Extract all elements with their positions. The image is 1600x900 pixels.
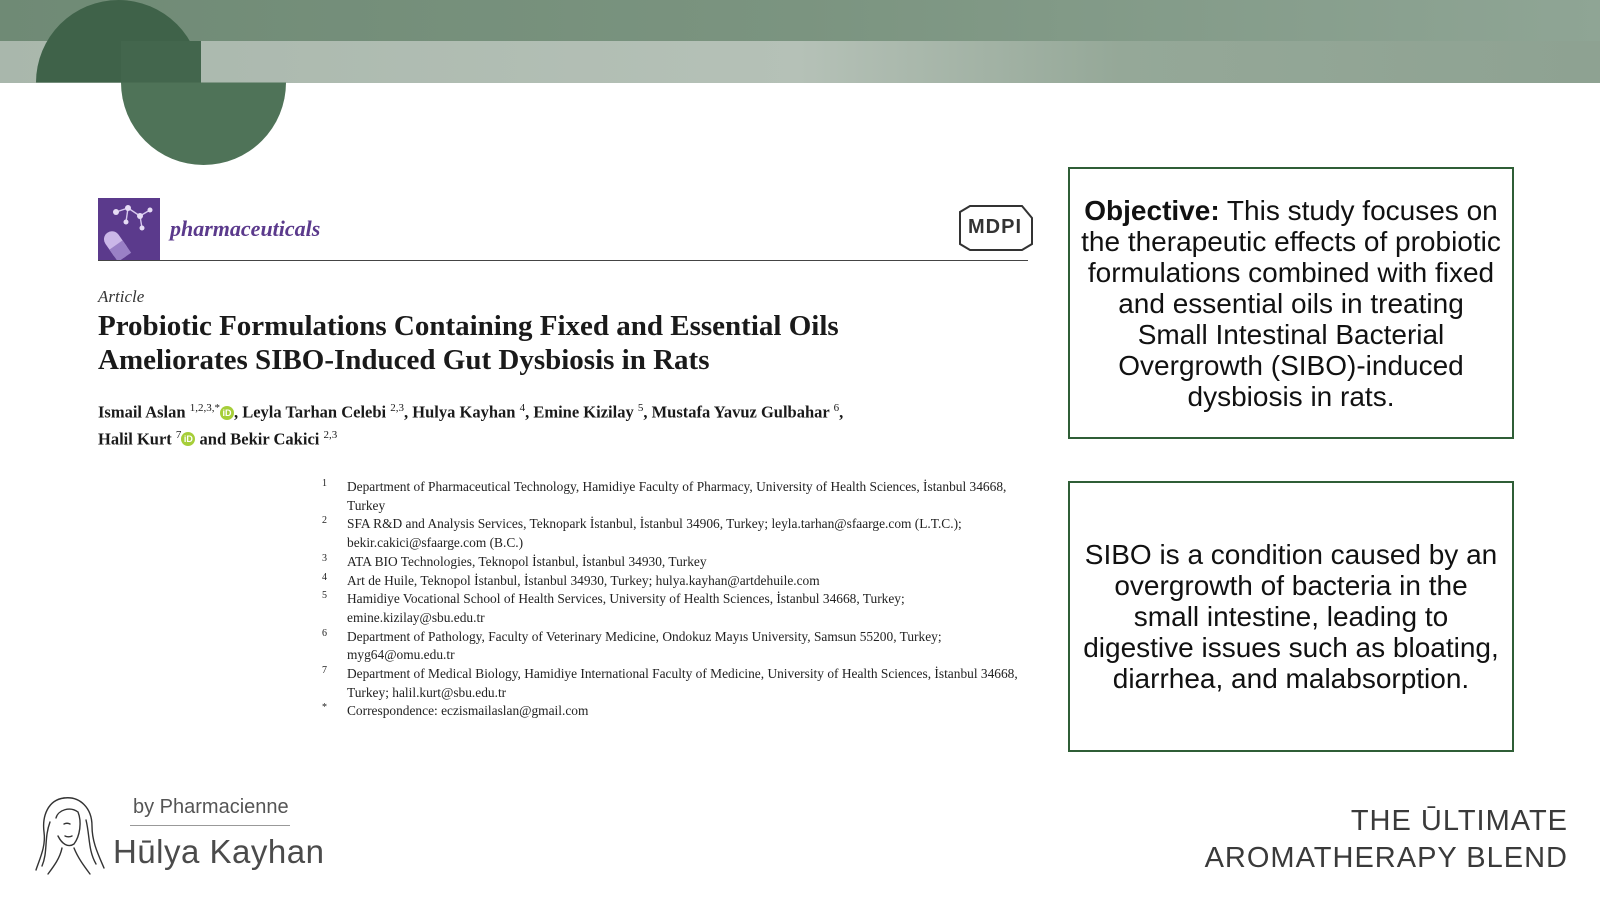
affiliation-text: SFA R&D and Analysis Services, Teknopark İstanbul, İstanbul 34906, Turkey; leyla.tarhan@sfaarge.com (L.T.C.); bekir.cakici@sfaarge.com (B.C.) (347, 516, 962, 551)
affiliation-text: Correspondence: eczismailaslan@gmail.com (347, 703, 589, 719)
author-name: Halil Kurt (98, 429, 172, 448)
affiliation-number: 6 (322, 627, 327, 639)
affiliation-item (322, 572, 1022, 591)
author-affiliation: 2,3 (390, 402, 405, 414)
author-name: Mustafa Yavuz Gulbahar (651, 402, 830, 422)
affiliation-text: ATA BIO Technologies, Teknopol İstanbul, İstanbul 34930, Turkey (347, 553, 707, 569)
decorative-connector (121, 41, 201, 83)
orcid-icon[interactable]: iD (220, 406, 234, 420)
author-conjunction: and (199, 429, 227, 448)
affiliation-number: 2 (322, 515, 327, 527)
orcid-icon[interactable]: iD (181, 432, 195, 446)
article-type: Article (98, 287, 145, 306)
author-affiliation: 2,3 (323, 428, 338, 441)
affiliation-number: 4 (322, 571, 327, 583)
affiliation-text: Department of Pathology, Faculty of Veterinary Medicine, Ondokuz Mayıs University, Samsun 55200, Turkey; myg64@omu.edu.tr (347, 628, 942, 663)
affiliation-text: Department of Medical Biology, Hamidiye International Faculty of Medicine, University of Health Sciences, İstanbul 34668, Turkey; halil.kurt@sbu.edu.tr (347, 666, 1018, 700)
journal-header (98, 190, 1028, 261)
sibo-definition-text: SIBO is a condition caused by an overgrowth of bacteria in the small intestine, leading to digestive issues such as bloating, diarrhea, and malabsorption. (1083, 539, 1499, 694)
objective-body: This study focuses on the therapeutic effects of probiotic formulations combined with fixed and essential oils in treating Small Intestinal Bacterial Overgrowth (SIBO)-induced dysbiosis in rats. (1081, 194, 1501, 412)
author-list (98, 397, 1028, 450)
affiliation-text: Department of Pharmaceutical Technology, Hamidiye Faculty of Pharmacy, University of Health Sciences, İstanbul 34668, Turkey (347, 479, 1007, 513)
article-title-line-1: Probiotic Formulations Containing Fixed and Essential Oils (98, 310, 839, 342)
tagline (1205, 803, 1568, 877)
journal-name: pharmaceuticals (170, 216, 321, 241)
publisher-name: MDPI (968, 216, 1022, 238)
affiliation-item (322, 478, 1022, 515)
header-band-top (0, 0, 1600, 41)
portrait-sketch-icon (34, 792, 106, 876)
objective-text (1080, 195, 1502, 412)
tagline-line-2: AROMATHERAPY BLEND (1204, 842, 1568, 874)
brand-divider (130, 825, 290, 826)
header-band-bottom (0, 41, 1600, 83)
article-title-line-2: Ameliorates SIBO-Induced Gut Dysbiosis in Rats (98, 344, 710, 376)
author-name: Bekir Cakici (230, 429, 320, 448)
affiliation-number: * (322, 702, 327, 714)
affiliation-item (322, 702, 1022, 721)
author-line-2 (98, 424, 1028, 451)
article-title (98, 309, 1028, 377)
author-affiliation: 1,2,3,* (189, 402, 220, 414)
author-affiliation: 5 (637, 402, 644, 414)
affiliation-list (322, 478, 1022, 721)
author-name: Hulya Kayhan (412, 402, 516, 422)
journal-logo-icon (98, 198, 160, 260)
sibo-definition-box (1068, 481, 1514, 752)
affiliation-text: Art de Huile, Teknopol İstanbul, İstanbul 34930, Turkey; hulya.kayhan@artdehuile.com (347, 572, 820, 588)
objective-box (1068, 167, 1514, 439)
affiliation-number: 7 (322, 665, 327, 677)
affiliation-number: 1 (322, 478, 327, 489)
author-affiliation: 4 (519, 402, 526, 414)
author-name: Leyla Tarhan Celebi (242, 402, 387, 422)
author-name: Emine Kizilay (533, 402, 634, 422)
affiliation-number: 3 (322, 552, 327, 564)
affiliation-text: Hamidiye Vocational School of Health Services, University of Health Sciences, İstanbul 34668, Turkey; emine.kizilay@sbu.edu.tr (347, 591, 905, 625)
author-affiliation: 7 (175, 428, 182, 441)
author-affiliation: 6 (833, 402, 840, 414)
affiliation-item (322, 515, 1022, 552)
publisher-logo (958, 204, 1034, 252)
affiliation-item (322, 553, 1022, 572)
tagline-line-1: THE ŪLTIMATE (1350, 805, 1568, 837)
objective-label: Objective: (1084, 194, 1220, 226)
affiliation-item (322, 665, 1022, 702)
author-name: Ismail Aslan (98, 402, 186, 422)
author-line-1: Ismail Aslan $^{1,2,3,*}$ iD , Leyla Tarhan Celebi $^{2,3}$, Hulya Kayhan $^4$, Emine Kizilay $^5$, Mustafa Yavuz Gulbahar $^6$, (98, 402, 844, 422)
brand-name: Hūlya Kayhan (113, 833, 325, 870)
affiliation-item (322, 628, 1022, 665)
affiliation-number: 5 (322, 590, 327, 602)
affiliation-item (322, 590, 1022, 627)
brand-byline: by Pharmacienne (133, 796, 289, 818)
paper-excerpt (98, 190, 1028, 450)
